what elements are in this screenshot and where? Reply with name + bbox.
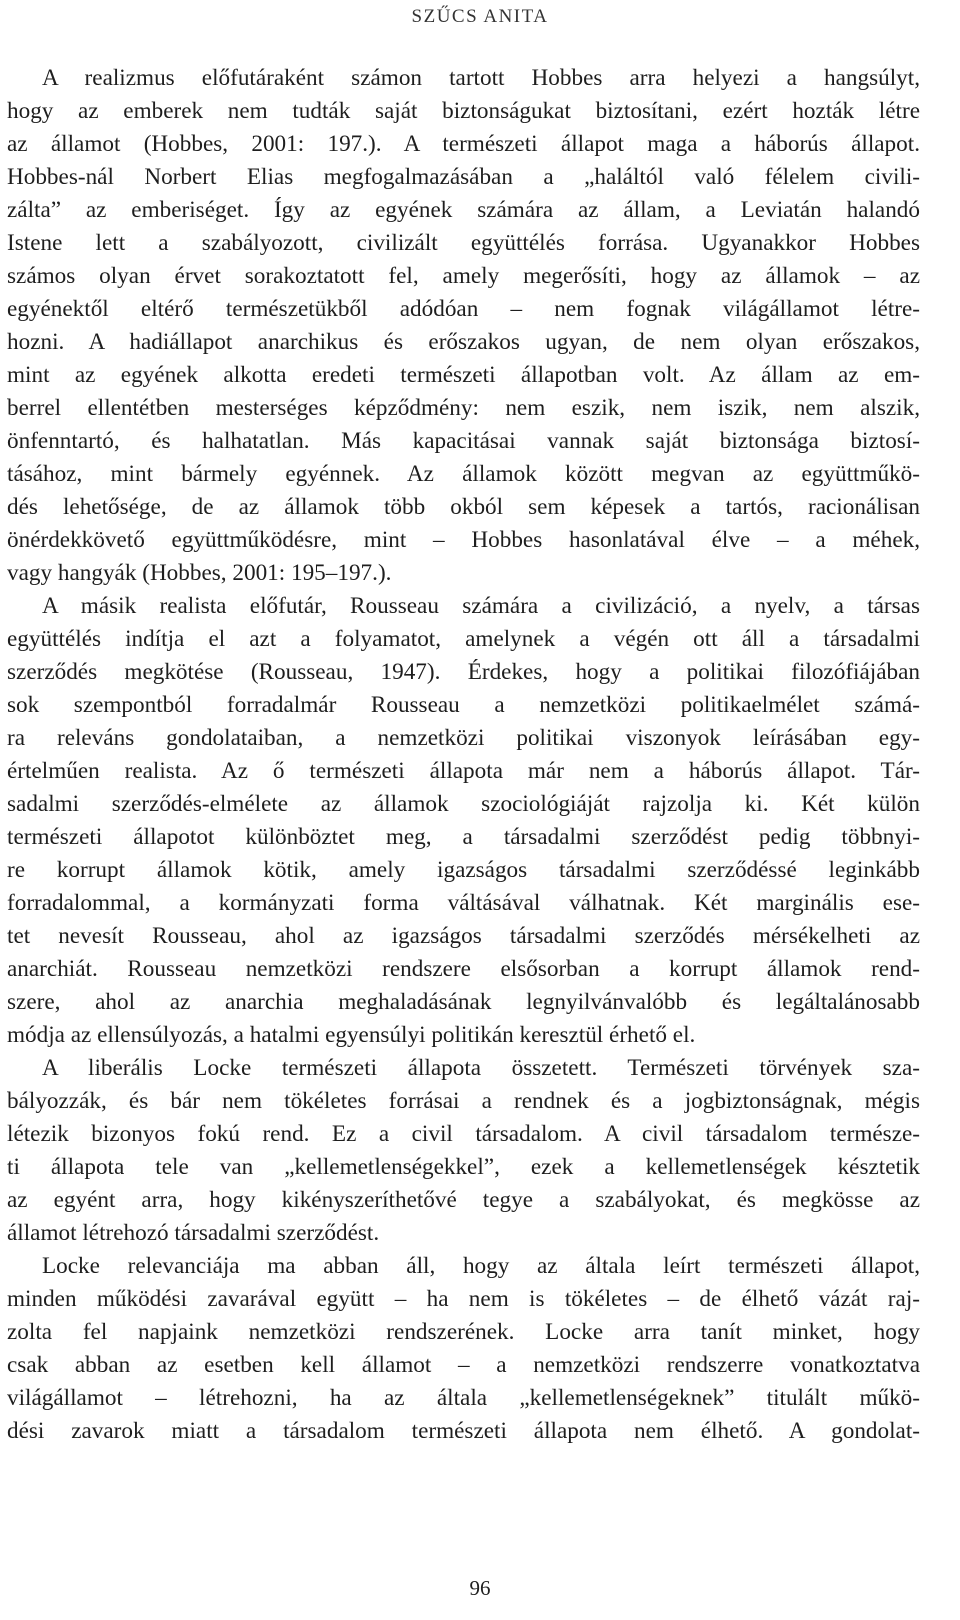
text-line: az egyént arra, hogy kikényszeríthetővé tegye a szabályokat, és megkösse az — [7, 1187, 920, 1213]
text-line: önfenntartó, és halhatatlan. Más kapacitásai vannak saját biztonsága biztosí- — [7, 428, 920, 454]
paragraph-hobbes — [7, 62, 920, 590]
text-line: szere, ahol az anarchia meghaladásának legnyilvánvalóbb és legáltalánosabb — [7, 989, 920, 1015]
text-line: létezik bizonyos fokú rend. Ez a civil társadalom. A civil társadalom természe- — [7, 1121, 920, 1147]
text-line: tásához, mint bármely egyénnek. Az államok között megvan az együttműkö- — [7, 461, 920, 487]
text-line: minden működési zavarával együtt – ha nem is tökéletes – de élhető vázát raj- — [7, 1286, 920, 1312]
text-line: világállamot – létrehozni, ha az általa „kellemetlenségeknek” titulált műkö- — [7, 1385, 920, 1411]
paragraph-rousseau — [7, 590, 920, 1052]
text-line: berrel ellentétben mesterséges képződmény: nem eszik, nem iszik, nem alszik, — [7, 395, 920, 421]
text-line: módja az ellensúlyozás, a hatalmi egyensúlyi politikán keresztül érhető el. — [7, 1022, 696, 1048]
text-line: az államot (Hobbes, 2001: 197.). A természeti állapot maga a háborús állapot. — [7, 131, 920, 157]
text-line: államot létrehozó társadalmi szerződést. — [7, 1220, 380, 1246]
text-line: sok szempontból forradalmár Rousseau a nemzetközi politikaelmélet számá- — [7, 692, 920, 718]
text-line: A másik realista előfutár, Rousseau számára a civilizáció, a nyelv, a társas — [42, 593, 920, 619]
text-line: Istene lett a szabályozott, civilizált együttélés forrása. Ugyanakkor Hobbes — [7, 230, 920, 256]
text-line: zolta fel napjaink nemzetközi rendszerének. Locke arra tanít minket, hogy — [7, 1319, 920, 1345]
text-line: szerződés megkötése (Rousseau, 1947). Érdekes, hogy a politikai filozófiájában — [7, 659, 920, 685]
text-line: mint az egyének alkotta eredeti természeti állapotban volt. Az állam az em- — [7, 362, 920, 388]
text-line: természeti állapotot különböztet meg, a társadalmi szerződést pedig többnyi- — [7, 824, 920, 850]
text-line: vagy hangyák (Hobbes, 2001: 195–197.). — [7, 560, 392, 586]
text-line: dési zavarok miatt a társadalom természeti állapota nem élhető. A gondolat- — [7, 1418, 920, 1444]
text-line: tet nevesít Rousseau, ahol az igazságos társadalmi szerződés mérsékelheti az — [7, 923, 920, 949]
text-line: Locke relevanciája ma abban áll, hogy az általa leírt természeti állapot, — [42, 1253, 920, 1279]
text-line: Hobbes-nál Norbert Elias megfogalmazásában a „haláltól való félelem civili- — [7, 164, 920, 190]
page-number: 96 — [469, 1576, 491, 1600]
text-line: önérdekkövető együttműködésre, mint – Hobbes hasonlatával élve – a méhek, — [7, 527, 920, 553]
text-line: egyénektől eltérő természetükből adódóan – nem fognak világállamot létre- — [7, 296, 920, 322]
text-line: dés lehetősége, de az államok több okból sem képesek a tartós, racionálisan — [7, 494, 920, 520]
text-line: forradalommal, a kormányzati forma váltásával válhatnak. Két marginális ese- — [7, 890, 920, 916]
text-line: ti állapota tele van „kellemetlenségekkel”, ezek a kellemetlenségek késztetik — [7, 1154, 920, 1180]
text-line: A realizmus előfutáraként számon tartott Hobbes arra helyezi a hangsúlyt, — [42, 65, 920, 91]
body-text — [7, 62, 920, 1448]
text-line: értelműen realista. Az ő természeti állapota már nem a háborús állapot. Tár- — [7, 758, 920, 784]
running-head: SZŰCS ANITA — [411, 6, 549, 27]
text-line: anarchiát. Rousseau nemzetközi rendszere elsősorban a korrupt államok rend- — [7, 956, 920, 982]
text-line: számos olyan érvet sorakoztatott fel, amely megerősíti, hogy az államok – az — [7, 263, 920, 289]
text-line: re korrupt államok kötik, amely igazságos társadalmi szerződéssé leginkább — [7, 857, 920, 883]
paragraph-locke-relevance — [7, 1250, 920, 1448]
text-line: zálta” az emberiséget. Így az egyének számára az állam, a Leviatán halandó — [7, 197, 920, 223]
text-line: ra releváns gondolataiban, a nemzetközi politikai viszonyok leírásában egy- — [7, 725, 920, 751]
text-line: sadalmi szerződés-elmélete az államok szociológiáját rajzolja ki. Két külön — [7, 791, 920, 817]
text-line: A liberális Locke természeti állapota összetett. Természeti törvények sza- — [42, 1055, 920, 1081]
text-line: hozni. A hadiállapot anarchikus és erőszakos ugyan, de nem olyan erőszakos, — [7, 329, 920, 355]
paragraph-locke — [7, 1052, 920, 1250]
text-line: bályozzák, és bár nem tökéletes forrásai a rendnek és a jogbiztonságnak, mégis — [7, 1088, 920, 1114]
text-line: együttélés indítja el azt a folyamatot, amelynek a végén ott áll a társadalmi — [7, 626, 920, 652]
text-line: hogy az emberek nem tudták saját biztonságukat biztosítani, ezért hozták létre — [7, 98, 920, 124]
text-line: csak abban az esetben kell államot – a nemzetközi rendszerre vonatkoztatva — [7, 1352, 920, 1378]
